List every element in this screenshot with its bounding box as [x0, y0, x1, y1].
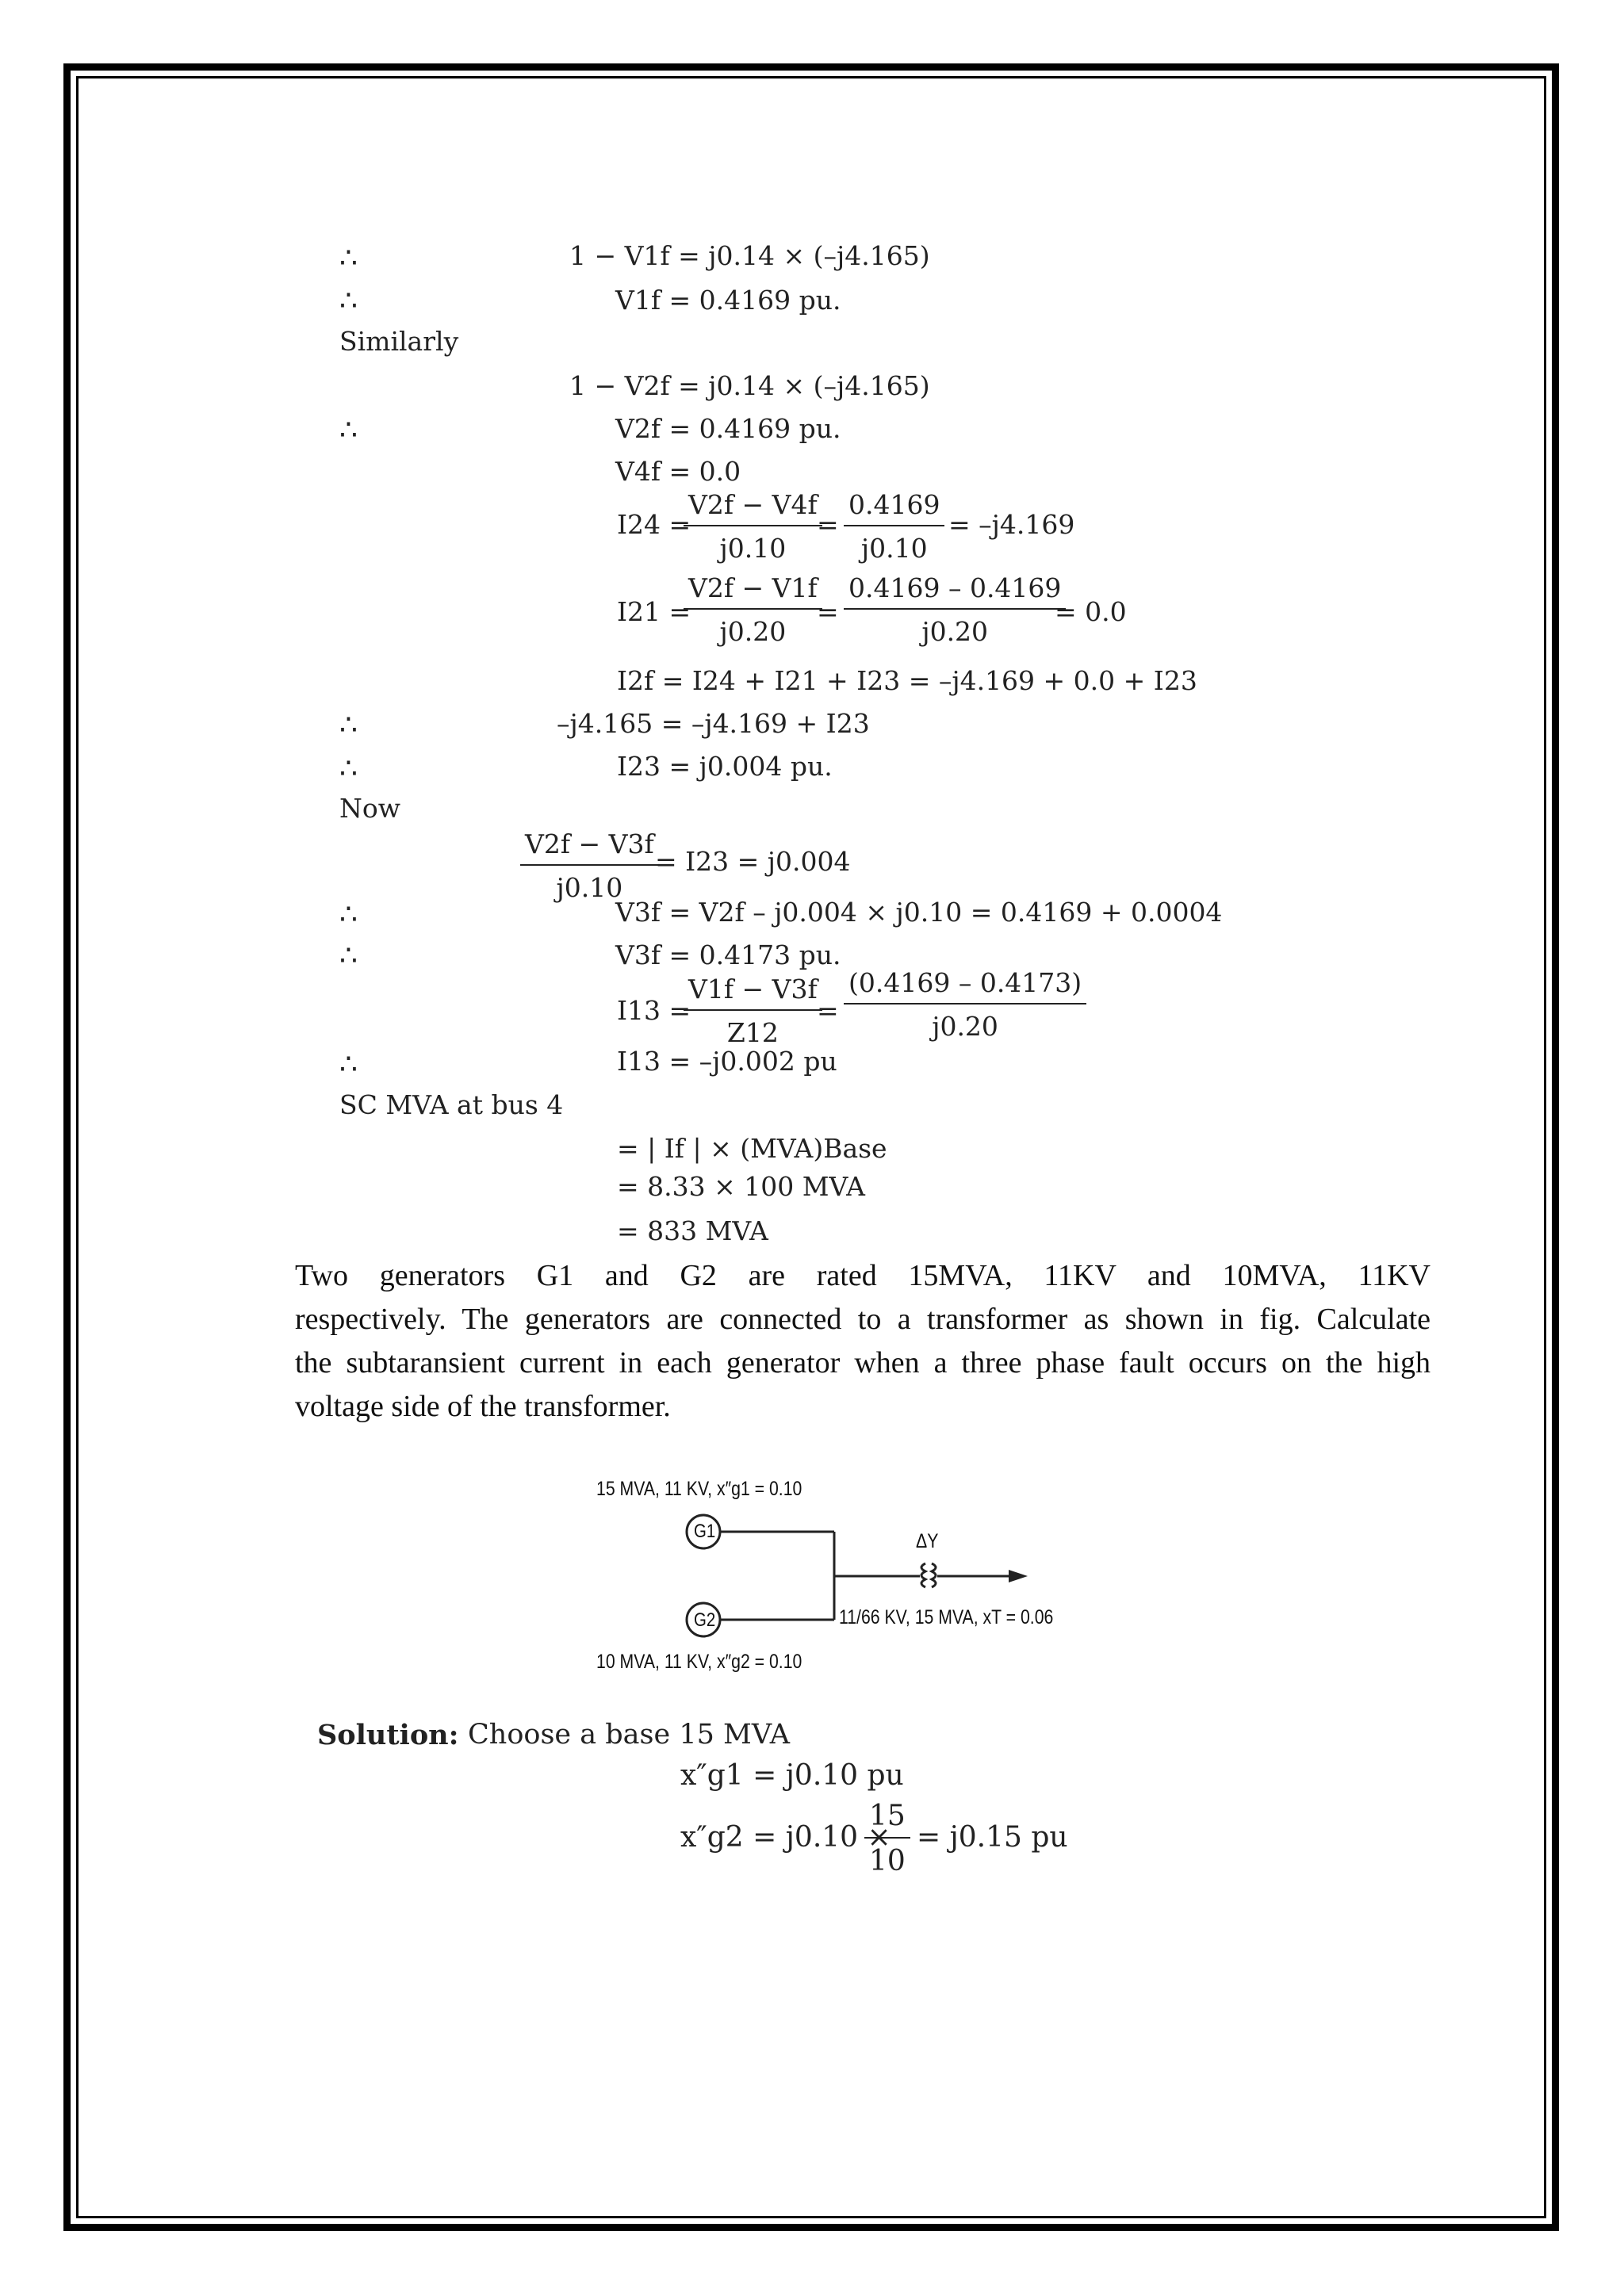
therefore-symbol: ∴	[339, 1048, 358, 1081]
solution-label: Solution:	[317, 1719, 459, 1751]
eq-i13-value: I13 = –j0.002 pu	[617, 1046, 837, 1077]
eq-i21-lhs: I21 =	[617, 596, 691, 627]
transformer-symbol-label: ΔY	[916, 1530, 939, 1552]
fraction-denominator: 10	[869, 1845, 906, 1877]
fraction-numerator: (0.4169 – 0.4173)	[844, 967, 1086, 1004]
sc-mva-label: SC MVA at bus 4	[339, 1089, 564, 1120]
sc-mva-calc: = 8.33 × 100 MVA	[617, 1171, 865, 1202]
therefore-symbol: ∴	[339, 285, 358, 317]
fraction-denominator: j0.20	[921, 616, 989, 647]
paragraph-line: respectively. The generators are connected to a transformer as shown in fig. Calculate	[295, 1303, 1431, 1336]
fraction-numerator: 0.4169 – 0.4169	[844, 572, 1066, 610]
fraction-numerator: V2f − V4f	[684, 489, 822, 526]
therefore-symbol: ∴	[339, 898, 358, 931]
eq-v3f-expression: V3f = V2f – j0.004 × j0.10 = 0.4169 + 0.0004	[615, 897, 1223, 928]
eq-xg2-result: = j0.15 pu	[917, 1821, 1068, 1854]
eq-i13-lhs: I13 =	[617, 995, 691, 1026]
problem-paragraph	[295, 1254, 1431, 1429]
eq-v3-result: = I23 = j0.004	[655, 846, 851, 877]
therefore-symbol: ∴	[339, 414, 358, 446]
g2-rating-label: 10 MVA, 11 KV, x″g2 = 0.10	[596, 1651, 802, 1673]
eq-i2f-sum: I2f = I24 + I21 + I23 = –j4.169 + 0.0 + I23	[617, 665, 1197, 696]
eq-v1f-value: V1f = 0.4169 pu.	[615, 285, 841, 316]
fraction-denominator: j0.10	[860, 533, 928, 564]
eq-i13-fraction-1	[684, 974, 822, 1048]
fraction-numerator: V2f − V1f	[684, 572, 822, 610]
therefore-symbol: ∴	[339, 939, 358, 972]
g1-label: G1	[694, 1521, 716, 1542]
eq-v3f-value: V3f = 0.4173 pu.	[615, 939, 841, 970]
therefore-symbol: ∴	[339, 242, 358, 274]
eq-xg2-fraction	[864, 1800, 910, 1877]
eq-v1f-drop: 1 − V1f = j0.14 × (–j4.165)	[569, 240, 930, 271]
eq-v4f-value: V4f = 0.0	[615, 456, 741, 487]
eq-xg2-lhs: x″g2 = j0.10 ×	[680, 1821, 891, 1854]
fraction-denominator: j0.20	[932, 1011, 998, 1042]
sc-mva-result: = 833 MVA	[617, 1215, 768, 1246]
equals-sign: =	[817, 596, 839, 627]
g1-rating-label: 15 MVA, 11 KV, x″g1 = 0.10	[596, 1478, 802, 1500]
similarly-label: Similarly	[339, 326, 459, 357]
paragraph-line: Two generators G1 and G2 are rated 15MVA, 11KV and 10MVA, 11KV	[295, 1259, 1431, 1292]
eq-i13-fraction-2	[844, 967, 1086, 1042]
eq-i24-lhs: I24 =	[617, 509, 691, 540]
now-label: Now	[339, 793, 400, 824]
eq-i24-result: = –j4.169	[948, 509, 1075, 540]
fraction-denominator: Z12	[726, 1017, 779, 1048]
eq-i21-fraction-1	[684, 572, 822, 647]
g2-label: G2	[694, 1609, 716, 1631]
eq-xg1: x″g1 = j0.10 pu	[680, 1759, 904, 1792]
paragraph-line: the subtaransient current in each generator when a three phase fault occurs on the high	[295, 1346, 1431, 1380]
sc-mva-formula: = | If | × (MVA)Base	[617, 1133, 887, 1164]
eq-v2f-drop: 1 − V2f = j0.14 × (–j4.165)	[569, 370, 930, 401]
fraction-denominator: j0.10	[719, 533, 787, 564]
paragraph-line: voltage side of the transformer.	[295, 1390, 671, 1423]
fraction-numerator: V1f − V3f	[684, 974, 822, 1011]
fraction-numerator: V2f − V3f	[520, 828, 659, 866]
solution-text: Choose a base 15 MVA	[468, 1719, 791, 1751]
equals-sign: =	[817, 509, 839, 540]
equals-sign: =	[817, 995, 839, 1026]
eq-i24-fraction-1	[684, 489, 822, 564]
eq-i23-value: I23 = j0.004 pu.	[617, 751, 833, 782]
eq-i24-fraction-2	[844, 489, 944, 564]
eq-v3-fraction	[520, 828, 659, 903]
fraction-numerator: 15	[864, 1800, 910, 1839]
fraction-denominator: j0.20	[719, 616, 787, 647]
eq-i21-result: = 0.0	[1055, 596, 1127, 627]
eq-i23-relation: –j4.165 = –j4.169 + I23	[557, 708, 870, 739]
fraction-numerator: 0.4169	[844, 489, 944, 526]
eq-v2f-value: V2f = 0.4169 pu.	[615, 413, 841, 444]
fraction-denominator: j0.10	[556, 872, 623, 903]
eq-i21-fraction-2	[844, 572, 1066, 647]
therefore-symbol: ∴	[339, 752, 358, 785]
transformer-rating-label: 11/66 KV, 15 MVA, xT = 0.06	[839, 1606, 1054, 1628]
therefore-symbol: ∴	[339, 709, 358, 741]
